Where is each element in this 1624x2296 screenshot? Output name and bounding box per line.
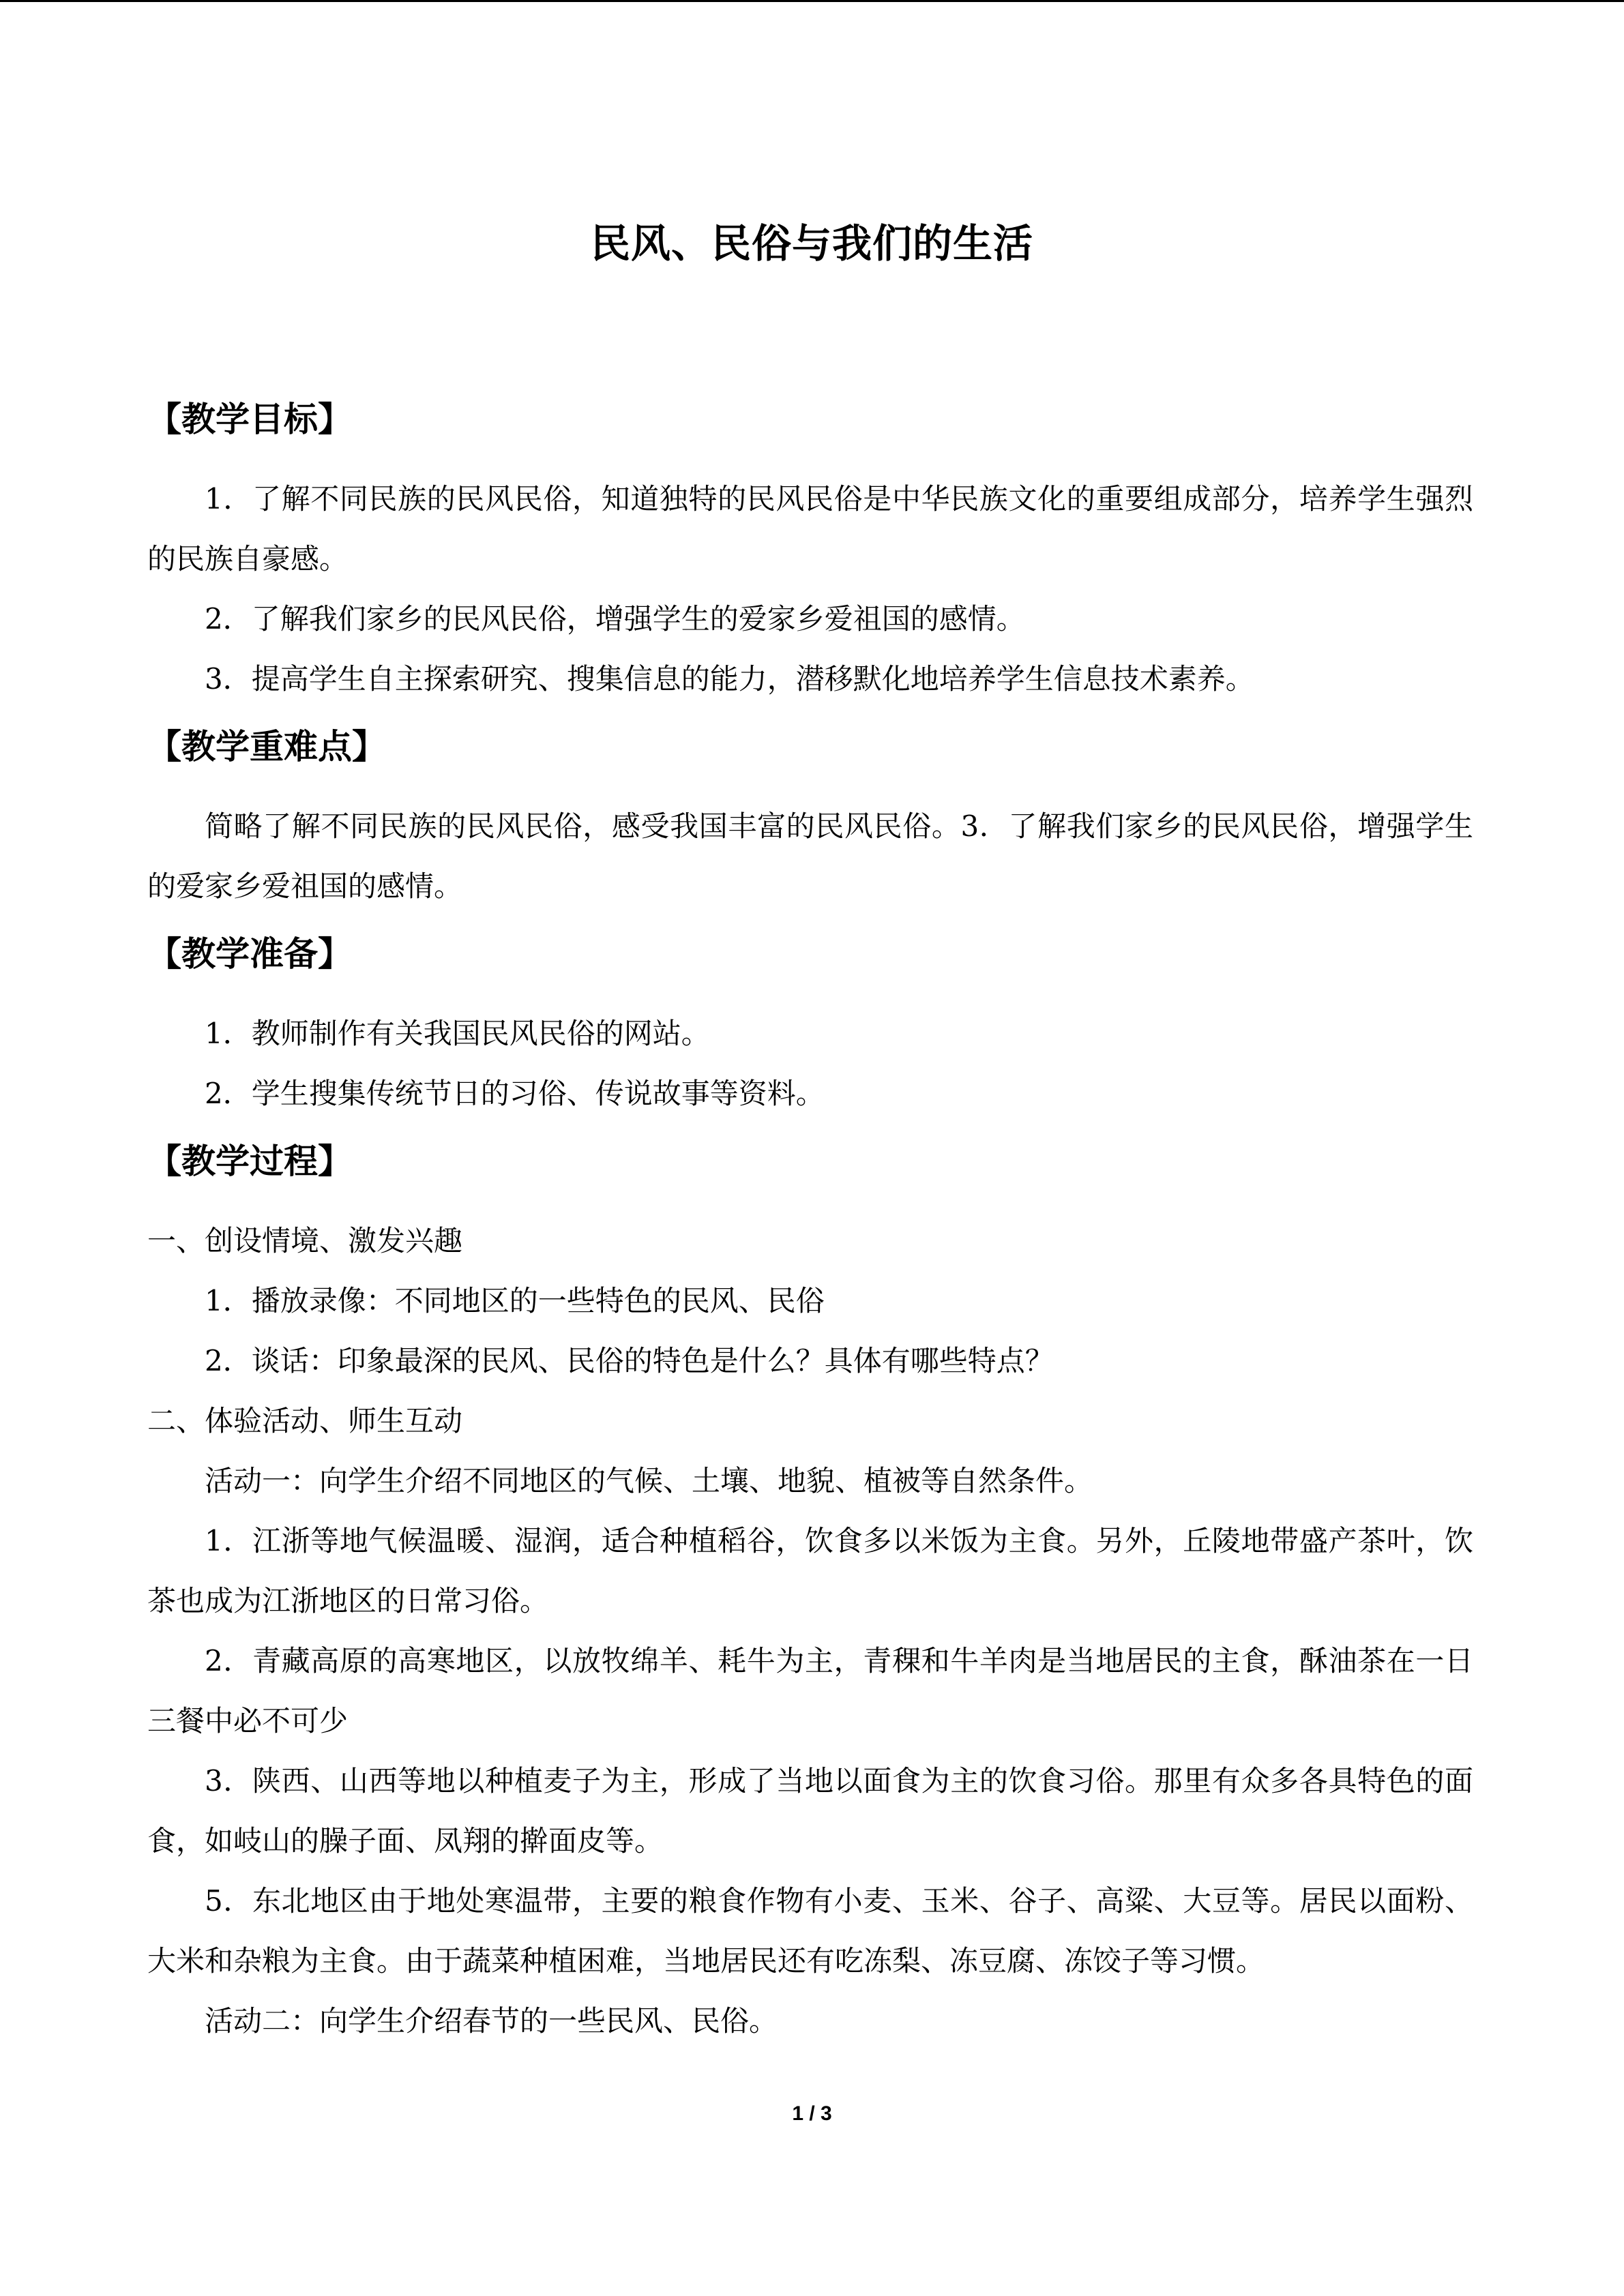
- paragraph: 2．学生搜集传统节日的习俗、传说故事等资料。: [205, 1077, 825, 1110]
- section-heading-objectives: 【教学目标】: [147, 400, 352, 439]
- section-heading-process: 【教学过程】: [147, 1142, 352, 1181]
- top-border-rule: [0, 0, 1624, 2]
- paragraph: 1．了解不同民族的民风民俗，知道独特的民风民俗是中华民族文化的重要组成部分，培养学生强烈的民族自豪感。: [147, 482, 1473, 576]
- section-heading-key-points: 【教学重难点】: [147, 727, 386, 766]
- paragraph: 2．青藏高原的高寒地区，以放牧绵羊、耗牛为主，青稞和牛羊肉是当地居民的主食，酥油茶在一日三餐中必不可少: [147, 1644, 1473, 1738]
- subsection-title: 二、体验活动、师生互动: [147, 1404, 463, 1437]
- paragraph: 2．谈话：印象最深的民风、民俗的特色是什么？具体有哪些特点？: [205, 1344, 1054, 1377]
- paragraph: 1．江浙等地气候温暖、湿润，适合种植稻谷，饮食多以米饭为主食。另外，丘陵地带盛产茶叶，饮茶也成为江浙地区的日常习俗。: [147, 1524, 1473, 1617]
- document-title: 民风、民俗与我们的生活: [590, 220, 1033, 267]
- paragraph: 3．提高学生自主探索研究、搜集信息的能力，潜移默化地培养学生信息技术素养。: [205, 662, 1254, 696]
- paragraph: 活动一：向学生介绍不同地区的气候、土壤、地貌、植被等自然条件。: [205, 1464, 1093, 1497]
- paragraph: 活动二：向学生介绍春节的一些民风、民俗。: [205, 2004, 778, 2038]
- subsection-title: 一、创设情境、激发兴趣: [147, 1224, 463, 1257]
- paragraph: 1．教师制作有关我国民风民俗的网站。: [205, 1017, 710, 1050]
- paragraph: 1．播放录像：不同地区的一些特色的民风、民俗: [205, 1284, 825, 1317]
- paragraph: 5．东北地区由于地处寒温带，主要的粮食作物有小麦、玉米、谷子、高粱、大豆等。居民以面粉、大米和杂粮为主食。由于蔬菜种植困难，当地居民还有吃冻梨、冻豆腐、冻饺子等习惯。: [147, 1884, 1473, 1978]
- paragraph: 3．陕西、山西等地以种植麦子为主，形成了当地以面食为主的饮食习俗。那里有众多各具特色的面食，如岐山的臊子面、凤翔的擀面皮等。: [147, 1764, 1473, 1858]
- page-number: 1 / 3: [792, 2102, 832, 2125]
- section-heading-preparation: 【教学准备】: [147, 934, 352, 974]
- paragraph: 2．了解我们家乡的民风民俗，增强学生的爱家乡爱祖国的感情。: [205, 602, 1025, 636]
- document-body: [147, 382, 1473, 2051]
- paragraph: 简略了解不同民族的民风民俗，感受我国丰富的民风民俗。3．了解我们家乡的民风民俗，增强学生的爱家乡爱祖国的感情。: [147, 809, 1473, 903]
